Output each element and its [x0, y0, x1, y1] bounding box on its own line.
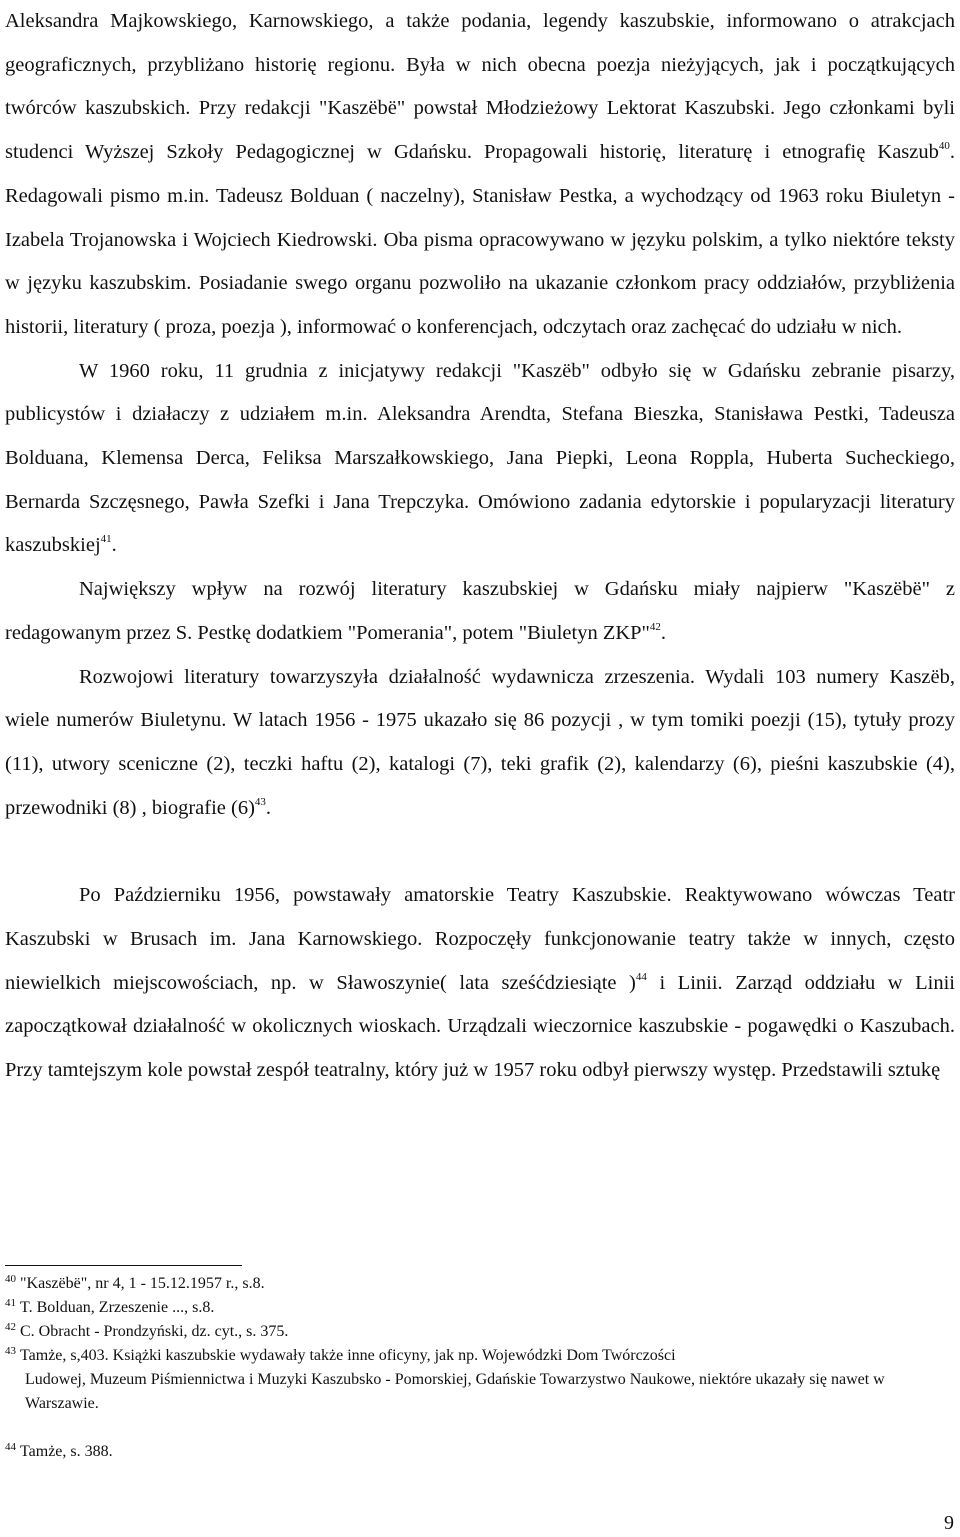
paragraph-text: i Linii. Zarząd oddziału w Linii zapoczątkował działalność w okolicznych wioskach. Urządzali wieczornice kaszubskie - pogawędki o Kaszubach. Przy tamtejszym kole powstał zespół teatralny, który już w 1957 roku odbył pierwszy występ. Przedstawili sztukę: [5, 971, 955, 1082]
paragraph-text: Rozwojowi literatury towarzyszyła działalność wydawnicza zrzeszenia. Wydali 103 numery Kaszëb, wiele numerów Biuletynu. W latach 1956 - 1975 ukazało się 86 pozycji , w tym tomiki poezji (15), tytuły prozy (11), utwory sceniczne (2), teczki haftu (2), katalogi (7), teki grafik (2), kalendarzy (6), pieśni kaszubskie (4), przewodniki (8) , biografie (6): [5, 665, 955, 819]
footnote-ref: 44: [635, 970, 647, 983]
paragraph: [5, 568, 955, 655]
paragraph-text: Aleksandra Majkowskiego, Karnowskiego, a także podania, legendy kaszubskie, informowano o atrakcjach geograficznych, przybliżano historię regionu. Była w nich obecna poezja nieżyjących, jak i początkujących twórców kaszubskich. Przy redakcji "Kaszëbë" powstał Młodzieżowy Lektorat Kaszubski. Jego członkami byli studenci Wyższej Szkoły Pedagogicznej w Gdańsku. Propagowali historię, literaturę i etnografię Kaszub: [5, 10, 955, 164]
paragraph-text: Największy wpływ na rozwój literatury kaszubskiej w Gdańsku miały najpierw "Kaszëbë" z redagowanym przez S. Pestkę dodatkiem "Pomerania", potem "Biuletyn ZKP": [5, 578, 955, 644]
page-number: 9: [944, 1512, 954, 1534]
paragraph-text: . Redagowali pismo m.in. Tadeusz Bolduan ( naczelny), Stanisław Pestka, a wychodzący od 1963 roku Biuletyn - Izabela Trojanowska i Wojciech Kiedrowski. Oba pisma opracowywano w języku polskim, a tylko niektóre teksty w języku kaszubskim. Posiadanie swego organu pozwoliło na ukazanie członkom pracy oddziałów, przybliżenia historii, literatury ( proza, poezja ), informować o konferencjach, odczytach oraz zachęcać do udziału w nich.: [5, 141, 955, 338]
footnote-number: 42: [5, 1321, 16, 1333]
footnote-text: T. Bolduan, Zrzeszenie ..., s.8.: [20, 1299, 215, 1316]
paragraph: [5, 874, 955, 1093]
paragraph-text: .: [660, 621, 667, 644]
paragraph: [5, 0, 955, 350]
paragraph-gap: [5, 830, 955, 874]
paragraph-text: .: [265, 796, 272, 819]
footnote-text: C. Obracht - Prondzyński, dz. cyt., s. 375.: [20, 1323, 289, 1340]
footnote-continuation: Ludowej, Muzeum Piśmiennictwa i Muzyki Kaszubsko - Pomorskiej, Gdańskie Towarzystwo Naukowe, niektóre ukazały się nawet w Warszawie.: [25, 1371, 885, 1412]
footnotes: [5, 1272, 955, 1464]
footnote-text: "Kaszëbë", nr 4, 1 - 15.12.1957 r., s.8.: [20, 1275, 265, 1292]
footnote-text: Tamże, s,403. Książki kaszubskie wydawały także inne oficyny, jak np. Wojewódzki Dom Twórczości: [20, 1347, 676, 1364]
paragraph: [5, 350, 955, 569]
footnote-number: 41: [5, 1297, 16, 1309]
footnote: [5, 1296, 955, 1320]
footnote: [5, 1272, 955, 1296]
footnote: [5, 1320, 955, 1344]
footnote-text: Tamże, s. 388.: [20, 1443, 113, 1460]
footnote-ref: 41: [100, 533, 112, 546]
footnote-separator: [5, 1265, 242, 1266]
footnote-number: 44: [5, 1441, 16, 1453]
body-text: [5, 0, 955, 1093]
footnote-number: 40: [5, 1273, 16, 1285]
footnote-number: 43: [5, 1345, 16, 1357]
paragraph: [5, 656, 955, 831]
footnote-ref: 43: [254, 795, 266, 808]
paragraph-text: Po Październiku 1956, powstawały amatorskie Teatry Kaszubskie. Reaktywowano wówczas Teatr Kaszubski w Brusach im. Jana Karnowskiego. Rozpoczęły funkcjonowanie teatry także w innych, często niewielkich miejscowościach, np. w Sławoszynie( lata sześćdziesiąte ): [5, 884, 955, 994]
footnote: [5, 1344, 955, 1416]
footnote: [5, 1440, 955, 1464]
footnote-ref: 42: [649, 620, 661, 633]
paragraph-text: .: [111, 534, 117, 557]
footnote-ref: 40: [938, 140, 950, 153]
footnote-gap: [5, 1416, 955, 1440]
paragraph-text: W 1960 roku, 11 grudnia z inicjatywy redakcji "Kaszëb" odbyło się w Gdańsku zebranie pisarzy, publicystów i działaczy z udziałem m.in. Aleksandra Arendta, Stefana Bieszka, Stanisława Pestki, Tadeusza Bolduana, Klemensa Derca, Feliksa Marszałkowskiego, Jana Piepki, Leona Roppla, Huberta Sucheckiego, Bernarda Szczęsnego, Pawła Szefki i Jana Trepczyka. Omówiono zadania edytorskie i popularyzacji literatury kaszubskiej: [5, 359, 955, 557]
